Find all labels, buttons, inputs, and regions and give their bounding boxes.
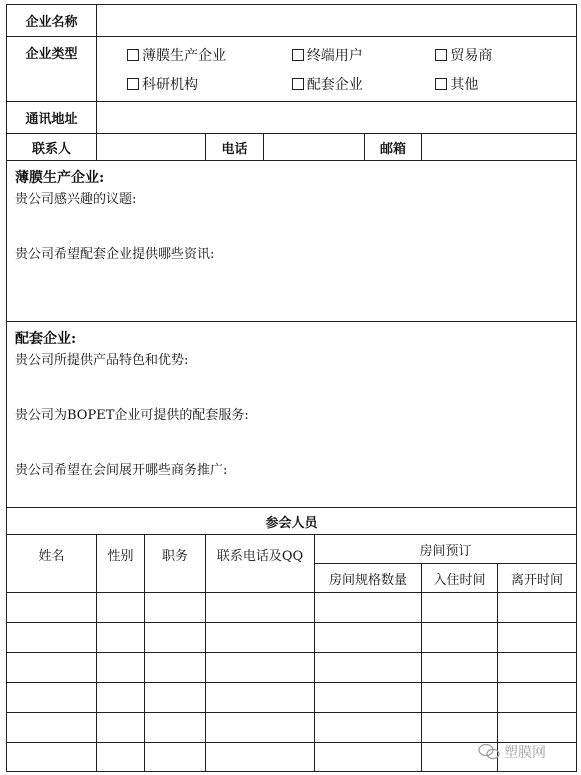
col-header-gender: 性别 [97, 535, 145, 593]
attendee-checkout-cell[interactable] [498, 713, 577, 743]
wechat-icon [478, 743, 500, 761]
attendee-row [7, 593, 577, 623]
attendee-gender-cell[interactable] [97, 653, 145, 683]
option-film-producer[interactable] [97, 45, 264, 65]
company-name-field[interactable] [97, 5, 577, 37]
contact-row [7, 134, 577, 161]
option-other[interactable] [409, 74, 576, 94]
attendee-name-cell[interactable] [7, 743, 97, 772]
attendee-contact-cell[interactable] [206, 683, 315, 713]
option-label: 其他 [450, 76, 479, 93]
supplier-question-services: 贵公司为BOPET企业可提供的配套服务: [15, 408, 249, 423]
film-question-info: 贵公司希望配套企业提供哪些资讯: [15, 247, 215, 262]
checkbox-icon[interactable] [435, 78, 447, 90]
attendee-position-cell[interactable] [145, 653, 206, 683]
supplier-question-features: 贵公司所提供产品特色和优势: [15, 353, 189, 368]
company-type-label: 企业类型 [7, 37, 97, 102]
watermark-text: 塑膜网 [504, 745, 546, 761]
attendee-position-cell[interactable] [145, 593, 206, 623]
attendee-room-cell[interactable] [315, 713, 422, 743]
supplier-section-title: 配套企业: [15, 331, 77, 347]
attendee-gender-cell[interactable] [97, 623, 145, 653]
attendee-row [7, 713, 577, 743]
attendee-name-cell[interactable] [7, 713, 97, 743]
company-type-row-1 [97, 40, 576, 69]
attendee-room-cell[interactable] [315, 743, 422, 772]
attendee-position-cell[interactable] [145, 713, 206, 743]
contact-field[interactable] [97, 134, 206, 161]
attendee-room-cell[interactable] [315, 653, 422, 683]
attendee-name-cell[interactable] [7, 683, 97, 713]
attendee-row [7, 623, 577, 653]
attendees-title-row [7, 508, 577, 535]
attendee-checkin-cell[interactable] [422, 593, 498, 623]
checkbox-icon[interactable] [127, 49, 139, 61]
email-field[interactable] [422, 134, 577, 161]
attendees-title: 参会人员 [7, 508, 577, 535]
option-end-user[interactable] [264, 45, 410, 65]
company-type-options [97, 37, 577, 102]
attendee-room-cell[interactable] [315, 593, 422, 623]
attendee-checkin-cell[interactable] [422, 683, 498, 713]
attendee-gender-cell[interactable] [97, 713, 145, 743]
registration-form [6, 4, 577, 772]
col-header-contact: 联系电话及QQ [206, 535, 315, 593]
attendee-contact-cell[interactable] [206, 713, 315, 743]
phone-field[interactable] [264, 134, 365, 161]
option-label: 科研机构 [142, 76, 198, 93]
attendee-checkout-cell[interactable] [498, 683, 577, 713]
attendee-checkin-cell[interactable] [422, 623, 498, 653]
address-label: 通讯地址 [7, 102, 97, 134]
attendees-header-row-1 [7, 535, 577, 564]
attendee-contact-cell[interactable] [206, 743, 315, 772]
option-label: 终端用户 [306, 47, 363, 64]
attendee-row [7, 653, 577, 683]
option-label: 配套企业 [306, 76, 363, 93]
attendee-room-cell[interactable] [315, 683, 422, 713]
film-question-topics: 贵公司感兴趣的议题: [15, 192, 137, 207]
attendee-name-cell[interactable] [7, 623, 97, 653]
option-label: 薄膜生产企业 [142, 47, 226, 64]
col-header-checkout: 离开时间 [498, 564, 577, 593]
attendee-contact-cell[interactable] [206, 653, 315, 683]
col-header-name: 姓名 [7, 535, 97, 593]
attendee-name-cell[interactable] [7, 593, 97, 623]
attendee-contact-cell[interactable] [206, 623, 315, 653]
attendee-checkout-cell[interactable] [498, 623, 577, 653]
attendee-position-cell[interactable] [145, 683, 206, 713]
checkbox-icon[interactable] [292, 78, 304, 90]
attendee-name-cell[interactable] [7, 653, 97, 683]
film-producer-section[interactable] [7, 161, 577, 322]
attendee-gender-cell[interactable] [97, 743, 145, 772]
film-section-row [7, 161, 577, 322]
supplier-section[interactable] [7, 322, 577, 508]
watermark [478, 740, 576, 764]
attendee-row [7, 683, 577, 713]
col-header-checkin: 入住时间 [422, 564, 498, 593]
checkbox-icon[interactable] [435, 49, 447, 61]
attendee-contact-cell[interactable] [206, 593, 315, 623]
phone-label: 电话 [206, 134, 264, 161]
attendee-gender-cell[interactable] [97, 593, 145, 623]
attendee-checkin-cell[interactable] [422, 653, 498, 683]
checkbox-icon[interactable] [292, 49, 304, 61]
attendee-room-cell[interactable] [315, 623, 422, 653]
company-type-row [7, 37, 577, 102]
attendee-checkout-cell[interactable] [498, 653, 577, 683]
checkbox-icon[interactable] [127, 78, 139, 90]
option-research-institute[interactable] [97, 74, 264, 94]
company-type-row-2 [97, 69, 576, 98]
attendee-position-cell[interactable] [145, 623, 206, 653]
option-label: 贸易商 [450, 47, 493, 64]
attendee-gender-cell[interactable] [97, 683, 145, 713]
attendee-checkin-cell[interactable] [422, 713, 498, 743]
option-supplier[interactable] [264, 74, 410, 94]
address-field[interactable] [97, 102, 577, 134]
company-name-row [7, 5, 577, 37]
attendee-checkout-cell[interactable] [498, 593, 577, 623]
attendee-position-cell[interactable] [145, 743, 206, 772]
film-section-title: 薄膜生产企业: [15, 170, 105, 186]
col-header-room-type: 房间规格数量 [315, 564, 422, 593]
supplier-question-promotion: 贵公司希望在会间展开哪些商务推广: [15, 463, 228, 478]
col-header-position: 职务 [145, 535, 206, 593]
address-row [7, 102, 577, 134]
supplier-section-row [7, 322, 577, 508]
option-trader[interactable] [409, 45, 576, 65]
company-name-label: 企业名称 [7, 5, 97, 37]
email-label: 邮箱 [365, 134, 422, 161]
contact-label: 联系人 [7, 134, 97, 161]
col-header-room-booking: 房间预订 [315, 535, 577, 564]
